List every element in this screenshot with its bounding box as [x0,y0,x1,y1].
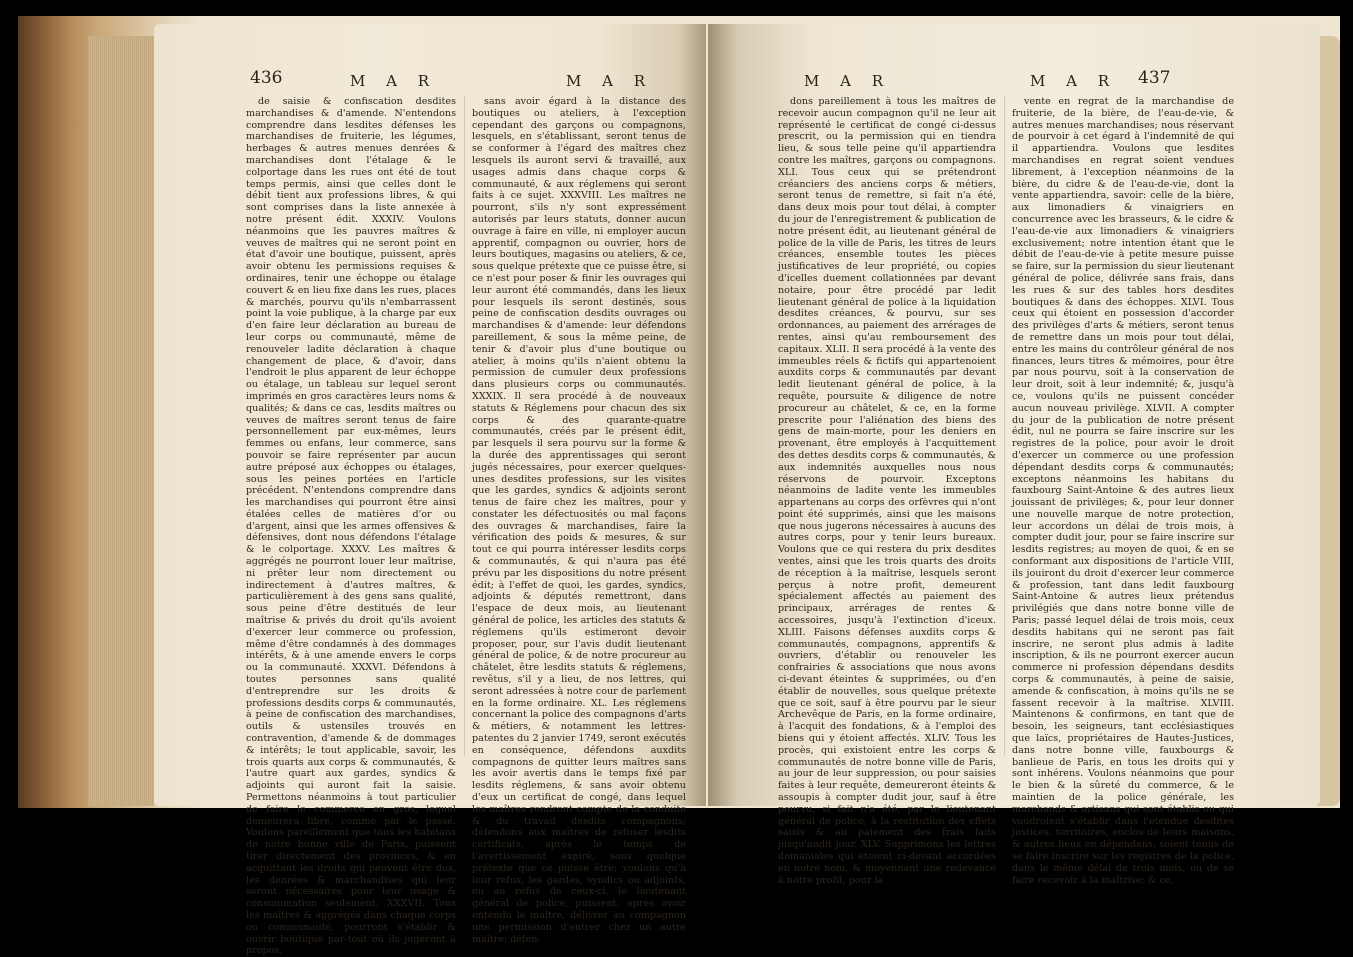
page-edges-left [88,36,154,806]
left-running-head-center: M A R [566,72,654,90]
left-column-1-text: de saisie & confiscation desdites marchandises & d'amende. N'entendons comprendre dans lesdites défenses les marchandises de fruiterie, les légumes, herbages & autres menues denrées & marchandises dont l'étalage & le colportage dans les rues ont été de tout temps permis, ainsi que celles dont le débit tient aux professions libres, & qui sont comprises dans la liste annexée à notre présent édit. XXXIV. Voulons néanmoins que les pauvres maîtres & veuves de maîtres qui ne seront point en état d'avoir une boutique, puissent, après avoir obtenu les permissions requises & ordinaires, tenir une échoppe ou étalage couvert & en lieu fixe dans les rues, places & marchés, pourvu qu'ils n'embarrassent point la voie publique, à la charge par eux d'en faire leur déclaration au bureau de leur corps ou communauté, même de renouveler ladite déclaration à chaque changement de place, & d'avoir, dans l'endroit le plus apparent de leur échoppe ou étalage, un tableau sur lequel seront imprimés en gros caractères leurs noms & qualités; & dans ce cas, lesdits maîtres ou veuves de maîtres seront tenus de faire personnellement par eux-mêmes, leurs femmes ou enfans, leur commerce, sans pouvoir se faire représenter par aucun autre préposé aux échoppes ou étalages, sous les peines portées en l'article précédent. N'entendons comprendre dans les marchandises qui pourront être ainsi étalées celles de matières d'or ou d'argent, ainsi que les armes offensives & défensives, dont nous défendons l'étalage & le colportage. XXXV. Les maîtres & aggrégés ne pourront louer leur maîtrise, ni prêter leur nom directement ou indirectement à d'autres maîtres, & particulièrement à des gens sans qualité, sous peine d'être destitués de leur maîtrise & privés du droit qu'ils avoient d'exercer leur commerce ou profession, même d'être condamnés à des dommages intérêts, & à une amende envers le corps ou la communauté. XXXVI. Défendons à toutes personnes sans qualité d'entreprendre sur les droits & professions desdits corps & communautés, à peine de confiscation des marchandises, outils & ustensiles trouvés en contravention, d'amende & de dommages & intérêts; le tout applicable, savoir, les trois quarts aux corps & communautés, & l'autre quart aux gardes, syndics & adjoints qui auront fait la saisie. Permettons néanmoins à tout particulier de faire le commerce en gros, lequel demeurera libre, comme par le passé. Voulons pareillement que tous les habitans de notre bonne ville de Paris, puissent tirer directement des provinces, & en acquittant les droits qui peuvent être dus, les denrées & marchandises qui leur seront nécessaires pour leur usage & consommation seulement. XXXVII. Tous les maîtres & aggrégés dans chaque corps ou communauté, pourront s'établir & ouvrir boutique par-tout où ils jugeront à propos, [246,96,456,957]
right-column-rule [1004,96,1005,756]
right-running-head: M A R [1030,72,1118,90]
right-column-1-text: dons pareillement à tous les maîtres de recevoir aucun compagnon qu'il ne leur ait représenté le certificat de congé ci-dessus prescrit, ou la permission qui en tiendra lieu, & sous telle peine qu'il appartiendra contre les maîtres, garçons ou compagnons. XLI. Tous ceux qui se prétendront créanciers des anciens corps & métiers, seront tenus de remettre, si fait n'a été, dans deux mois pour tout délai, à compter du jour de l'enregistrement & publication de notre présent édit, au lieutenant général de police de la ville de Paris, les titres de leurs créances, ensemble toutes les pièces justificatives de leur propriété, ou copies d'icelles duement collationnées par devant notaire, pour être procédé par ledit lieutenant général de police à la liquidation desdites créances, & pourvu, sur ses ordonnances, au paiement des arrérages de rentes, ainsi qu'au remboursement des capitaux. XLII. Il sera procédé à la vente des immeubles réels & fictifs qui appartenoient auxdits corps & communautés par devant ledit lieutenant général de police, à la requête, poursuite & diligence de notre procureur au châtelet, & ce, en la forme prescrite pour l'aliénation des biens des gens de main-morte, pour les deniers en provenant, être employés à l'acquittement des dettes desdits corps & communautés, & aux indemnités auxquelles nous nous réservons de pourvoir. Exceptons néanmoins de ladite vente les immeubles appartenans au corps des orfèvres qui n'ont point été supprimés, ainsi que les maisons que nous jugerons nécessaires à aucuns des autres corps, pour y tenir leurs bureaux. Voulons que ce qui restera du prix desdites ventes, ainsi que les trois quarts des droits de réception à la maîtrise, lesquels seront perçus à notre profit, demeurent spécialement affectés au paiement des principaux, arrérages de rentes & accessoires, jusqu'à l'extinction d'iceux. XLIII. Faisons défenses auxdits corps & communautés, compagnons, apprentifs & ouvriers, d'établir ou renouveler les confrairies & associations que nous avons ci-devant éteintes & supprimées, ou d'en établir de nouvelles, sous quelque prétexte que ce soit, sauf à être pourvu par le sieur Archevêque de Paris, en la forme ordinaire, à l'acquit des fondations, & à l'emploi des biens qui y étoient affectés. XLIV. Tous les procès, qui existoient entre les corps & communautés de notre bonne ville de Paris, au jour de leur suppression, ou pour saisies faites à leur requête, demeureront éteints & assoupis à compter dudit jour, sauf à être pourvu, si fait n'a été, par le lieutenant général de police, à la restitution des effets saisis & au paiement des frais faits jusqu'audit jour. XLV. Supprimons les lettres domaniales qui étoient ci-devant accordées en notre nom, & moyennant une redevance à notre profit, pour la [778,96,996,886]
left-column-rule [464,96,465,756]
left-column-2-text: sans avoir égard à la distance des boutiques ou ateliers, à l'exception cependant des garçons ou compagnons, lesquels, en s'établissant, seront tenus de se conformer à l'égard des maîtres chez lesquels ils auront servi & travaillé, aux usages admis dans chaque corps & communauté, & aux réglemens qui seront faits à ce sujet. XXXVIII. Les maîtres ne pourront, s'ils n'y sont expressément autorisés par leurs statuts, donner aucun ouvrage à faire en ville, ni employer aucun apprentif, compagnon ou ouvrier, hors de leurs boutiques, magasins ou ateliers, & ce, sous quelque prétexte que ce puisse être, si ce n'est pour poser & finir les ouvrages qui leur auront été commandés, dans les lieux pour lesquels ils seront destinés, sous peine de confiscation desdits ouvrages ou marchandises & d'amende: leur défendons pareillement, & sous la même peine, de tenir & d'avoir plus d'une boutique ou atelier, à moins qu'ils n'aient obtenu la permission de cumuler deux professions dans plusieurs corps ou communautés. XXXIX. Il sera procédé à de nouveaux statuts & Réglemens pour chacun des six corps & des quarante-quatre communautés, créés par le présent édit, par lesquels il sera pourvu sur la forme & la durée des apprentissages qui seront jugés nécessaires, pour exercer quelques-unes desdites professions, sur les visites que les gardes, syndics & adjoints seront tenus de faire chez les maîtres, pour y constater les défectuosités ou mal façons des ouvrages & marchandises, faire la vérification des poids & mesures, & sur tout ce qui pourra intéresser lesdits corps & communautés, & qui n'aura pas été prévu par les dispositions du notre présent édit; à l'effet de quoi, les gardes, syndics, adjoints & députés remettront, dans l'espace de deux mois, au lieutenant général de police, les articles des statuts & réglemens qu'ils estimeront devoir proposer, pour, sur l'avis dudit lieutenant général de police, & de notre procureur au châtelet, être lesdits statuts & réglemens, revêtus, s'il y a lieu, de nos lettres, qui seront adressées à notre cour de parlement en la forme ordinaire. XL. Les réglemens concernant la police des compagnons d'arts & métiers, & notamment les lettres-patentes du 2 janvier 1749, seront exécutés en conséquence, défendons auxdits compagnons de quitter leurs maîtres sans les avoir avertis dans le temps fixé par lesdits réglemens, & sans avoir obtenu d'eux un certificat de congé, dans lequel les maîtres rendront compte de la conduite & du travail desdits compagnons; défendons aux maîtres de refuser lesdits certificats, après le temps de l'avertissement expiré, sous quelque prétexte que ce puisse être; voulons qu'à leur refus, les gardes, syndics ou adjoints, ou au refus de ceux-ci, le lieutenant général de police, puissent, après avoir entendu le maître, délivrer au compagnon une permission d'entrer chez un autre maître: défen- [472,96,686,945]
right-column-1 [778,96,996,886]
left-page [154,24,706,957]
left-running-head: M A R [350,72,438,90]
right-column-2 [1012,96,1234,886]
right-column-2-text: vente en regrat de la marchandise de fruiterie, de la bière, de l'eau-de-vie, & autres menues marchandises; nous réservant de pourvoir à cet égard à l'indemnité de qui il appartiendra. Voulons que lesdites marchandises en regrat soient vendues librement, à l'exception néanmoins de la bière, du cidre & de l'eau-de-vie, dont la vente appartiendra, savoir: celle de la bière, aux limonadiers & vinaigriers en concurrence avec les brasseurs, & le cidre & l'eau-de-vie aux limonadiers & vinaigriers exclusivement; notre intention étant que le débit de l'eau-de-vie à petite mesure puisse se faire, sur la permission du sieur lieutenant général de police, délivrée sans frais, dans les rues & sur des tables hors desdites boutiques & dans des échoppes. XLVI. Tous ceux qui étoient en possession d'accorder des privilèges d'arts & métiers, seront tenus de remettre dans un mois pour tout délai, entre les mains du contrôleur général de nos finances, leurs titres & mémoires, pour être par nous pourvu, soit à la conservation de leur droit, soit à leur indemnité; &, jusqu'à ce, voulons qu'ils ne puissent concéder aucun nouveau privilège. XLVII. A compter du jour de la publication de notre présent édit, nul ne pourra se faire inscrire sur les registres de la police, pour avoir le droit d'exercer un commerce ou une profession dépendant desdits corps & communautés; exceptons néanmoins les habitans du fauxbourg Saint-Antoine & des autres lieux jouissant de privilèges; &, pour leur donner une nouvelle marque de notre protection, leur accordons un délai de trois mois, à compter dudit jour, pour se faire inscrire sur lesdits registres; au moyen de quoi, & en se conformant aux dispositions de l'article VIII, ils jouiront du droit d'exercer leur commerce & profession, tant dans ledit fauxbourg Saint-Antoine & autres lieux prétendus privilégiés que dans notre bonne ville de Paris; passé lequel délai de trois mois, ceux desdits habitans qui ne seront pas fait inscrire, ne seront plus admis à ladite inscription, & ils ne pourront exercer aucun commerce ni profession dépendans desdits corps & communautés, à peine de saisie, amende & confiscation, à moins qu'ils ne se fassent recevoir à la maîtrise. XLVIII. Maintenons & confirmons, en tant que de besoin, les seigneurs, tant ecclésiastiques que laïcs, propriétaires de Hautes-Justices, dans notre bonne ville, fauxbourgs & banlieue de Paris, en tous les droits qui y sont inhérens. Voulons néanmoins que pour le bien & la sûreté du commerce, & le maintien de la police générale, les marchands & artisans qui sont établis ou qui voudroient s'établir dans l'étendue desdites justices, territoires, enclos de leurs maisons, & autres lieux en dépendans, soient tenus de se faire inscrire sur les registres de la police, dans le même délai de trois mois, ou de se faire recevoir à la maîtrise; & ce, [1012,96,1234,886]
right-running-head-center: M A R [804,72,892,90]
right-page-number: 437 [1138,68,1171,88]
open-book [18,16,1340,957]
left-column-1 [246,96,456,957]
left-page-number: 436 [250,68,283,88]
right-page [708,24,1320,886]
left-column-2 [472,96,686,945]
